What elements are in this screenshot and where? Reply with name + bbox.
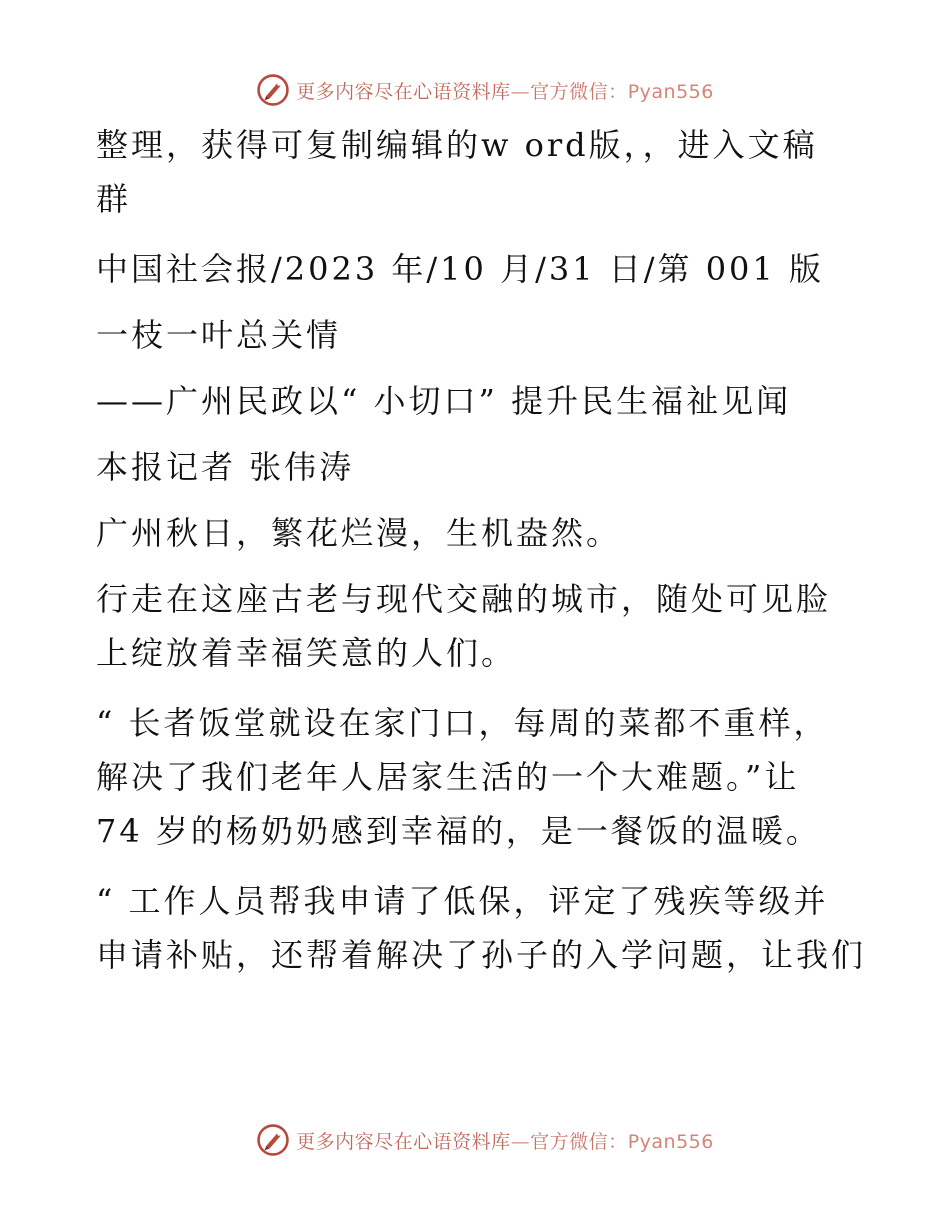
header-watermark [0, 70, 950, 110]
watermark-group [256, 1123, 714, 1157]
watermark-title: 更多内容尽在心语资料库 [296, 1130, 511, 1153]
document-body [96, 118, 867, 982]
watermark-title: 更多内容尽在心语资料库 [296, 80, 511, 103]
watermark-wechat-id: Pyan556 [627, 1130, 714, 1153]
source-line: 中国社会报/2023 年/10 月/31 日/第 001 版 [96, 250, 824, 288]
watermark-group [256, 73, 714, 107]
watermark-official-label: 官方微信： [530, 1130, 628, 1153]
paragraph-4-line-1: “ 工作人员帮我申请了低保，评定了残疾等级并 [96, 882, 829, 920]
paragraph-2-line-1: 行走在这座古老与现代交融的城市，随处可见脸 [96, 580, 832, 618]
footer-watermark [0, 1120, 950, 1160]
paragraph-1: 广州秋日，繁花烂漫，生机盎然。 [96, 514, 622, 552]
watermark-official-label: 官方微信： [530, 80, 628, 103]
intro-line-2: 群 [96, 180, 132, 218]
paragraph-3-line-2: 解决了我们老年人居家生活的一个大难题。”让 [96, 758, 800, 796]
paragraph-3-line-3: 74 岁的杨奶奶感到幸福的，是一餐饭的温暖。 [96, 812, 821, 850]
paragraph-2-line-2: 上绽放着幸福笑意的人们。 [96, 634, 517, 672]
paragraph-3 [96, 696, 856, 858]
pen-logo-icon [256, 1123, 290, 1157]
pen-logo-icon [256, 73, 290, 107]
headline: 一枝一叶总关情 [96, 316, 342, 354]
intro-line-1: 整理，获得可复制编辑的w ord版，，进入文稿 [96, 126, 818, 164]
paragraph-3-line-1: “ 长者饭堂就设在家门口，每周的菜都不重样， [96, 704, 829, 742]
subheadline: ——广州民政以“ 小切口” 提升民生福祉见闻 [96, 382, 792, 420]
watermark-separator: — [510, 80, 531, 103]
byline: 本报记者 张伟涛 [96, 448, 355, 486]
paragraph-4 [96, 874, 867, 982]
watermark-separator: — [510, 1130, 531, 1153]
watermark-wechat-id: Pyan556 [627, 80, 714, 103]
paragraph-2 [96, 572, 856, 680]
paragraph-4-line-2: 申请补贴，还帮着解决了孙子的入学问题，让我们 [96, 936, 867, 974]
